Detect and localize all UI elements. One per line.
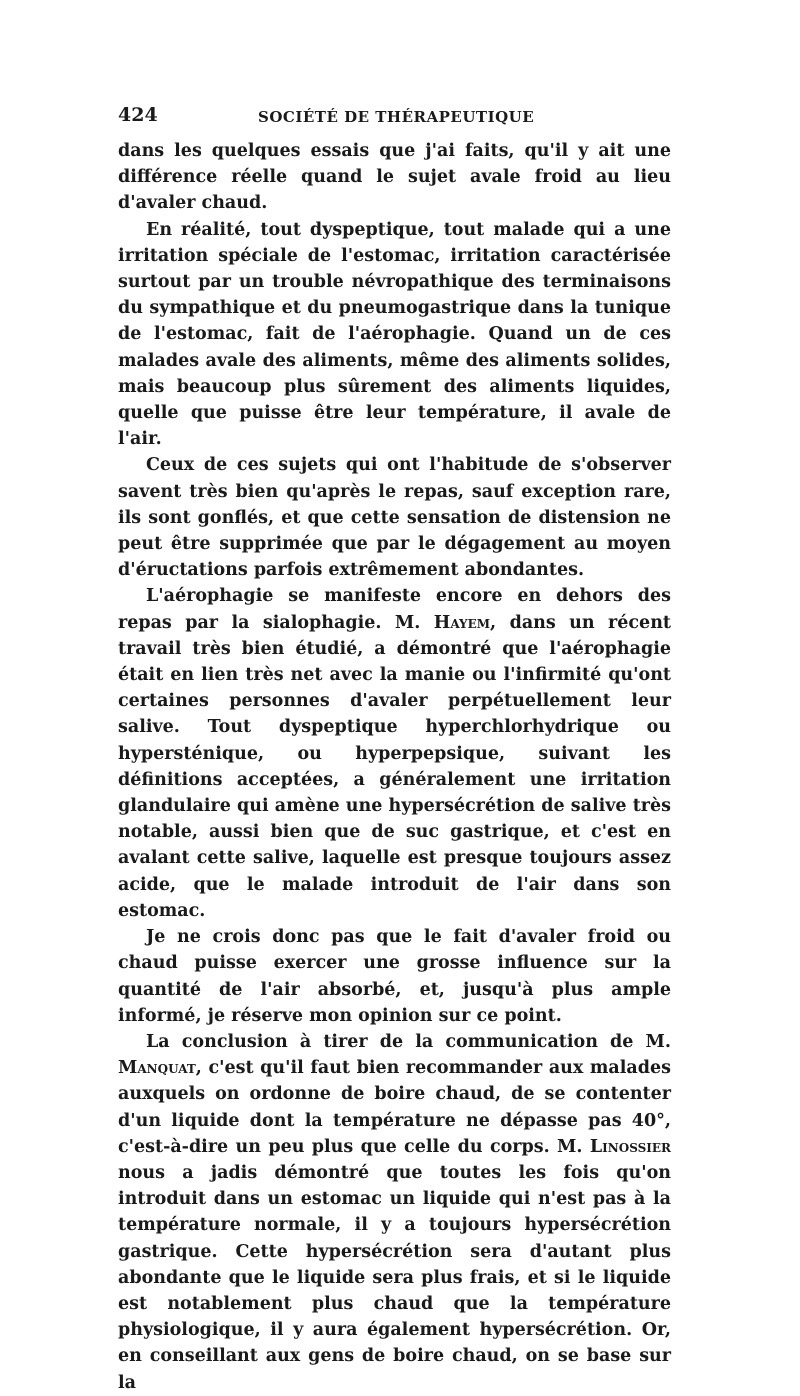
page-header	[118, 100, 671, 134]
paragraph-opinion: Je ne crois donc pas que le fait d'avaler froid ou chaud puisse exercer une grosse influence sur la quantité de l'air absorbé, et, jusqu'à plus ample informé, je réserve mon opinion sur ce point.	[118, 927, 671, 1026]
paragraph-conclusion	[118, 1029, 671, 1396]
body-text	[118, 138, 671, 1396]
author-name-hayem: Hayem	[433, 612, 491, 633]
author-name-linossier: Linossier	[589, 1136, 671, 1157]
paragraph-conclusion-start: La conclusion à tirer de la communication de M.	[146, 1031, 671, 1052]
paragraph-sialophagie-start: L'aérophagie se manifeste encore en dehors des repas par la sialophagie. M.	[118, 586, 671, 633]
author-name-manquat: Manquat	[118, 1058, 196, 1079]
paragraph-continuation: dans les quelques essais que j'ai faits, qu'il y ait une différence réelle quand le sujet avale froid au lieu d'avaler chaud.	[118, 141, 671, 214]
paragraph-conclusion-rest: nous a jadis démontré que toutes les fois qu'on introduit dans un estomac un liquide qui n'est pas à la température normale, il y a toujours hypersécrétion gastrique. Cette hypersécrétion sera d'autant plus abondante que le liquide sera plus frais, et si le liquide est notablement plus chaud que la température physiologique, il y aura également hypersécrétion. Or, en conseillant aux gens de boire chaud, on se base sur la	[118, 1162, 671, 1393]
running-title: SOCIÉTÉ DE THÉRAPEUTIQUE	[258, 108, 535, 126]
paragraph-conclusion-middle: , c'est qu'il faut bien recommander aux malades auxquels on ordonne de boire chaud, de se contenter d'un liquide dont la température ne dépasse pas 40°, c'est-à-dire un peu plus que celle du corps. M.	[118, 1058, 671, 1157]
page-number: 424	[118, 104, 158, 126]
paragraph-gonflement: Ceux de ces sujets qui ont l'habitude de s'observer savent très bien qu'après le repas, sauf exception rare, ils sont gonflés, et que cette sensation de distension ne peut être supprimée que par le dégagement au moyen d'éructations parfois extrêmement abondantes.	[118, 455, 671, 581]
paragraph-sialophagie-rest: , dans un récent travail très bien étudié, a démontré que l'aérophagie était en lien très net avec la manie ou l'infirmité qu'ont certaines personnes d'avaler perpétuellement leur salive. Tout dyspeptique hyperchlorhydrique ou hypersténique, ou hyperpepsique, suivant les définitions acceptées, a généralement une irritation glandulaire qui amène une hypersécrétion de salive très notable, aussi bien que de suc gastrique, et c'est en avalant cette salive, laquelle est presque toujours assez acide, que le malade introduit de l'air dans son estomac.	[118, 612, 672, 921]
paragraph-aerophagie-reality: En réalité, tout dyspeptique, tout malade qui a une irritation spéciale de l'estomac, irritation caractérisée surtout par un trouble névropathique des terminaisons du sympathique et du pneumogastrique dans la tunique de l'estomac, fait de l'aérophagie. Quand un de ces malades avale des aliments, même des aliments solides, mais beaucoup plus sûrement des aliments liquides, quelle que puisse être leur température, il avale de l'air.	[118, 219, 671, 450]
paragraph-sialophagie	[118, 583, 671, 924]
